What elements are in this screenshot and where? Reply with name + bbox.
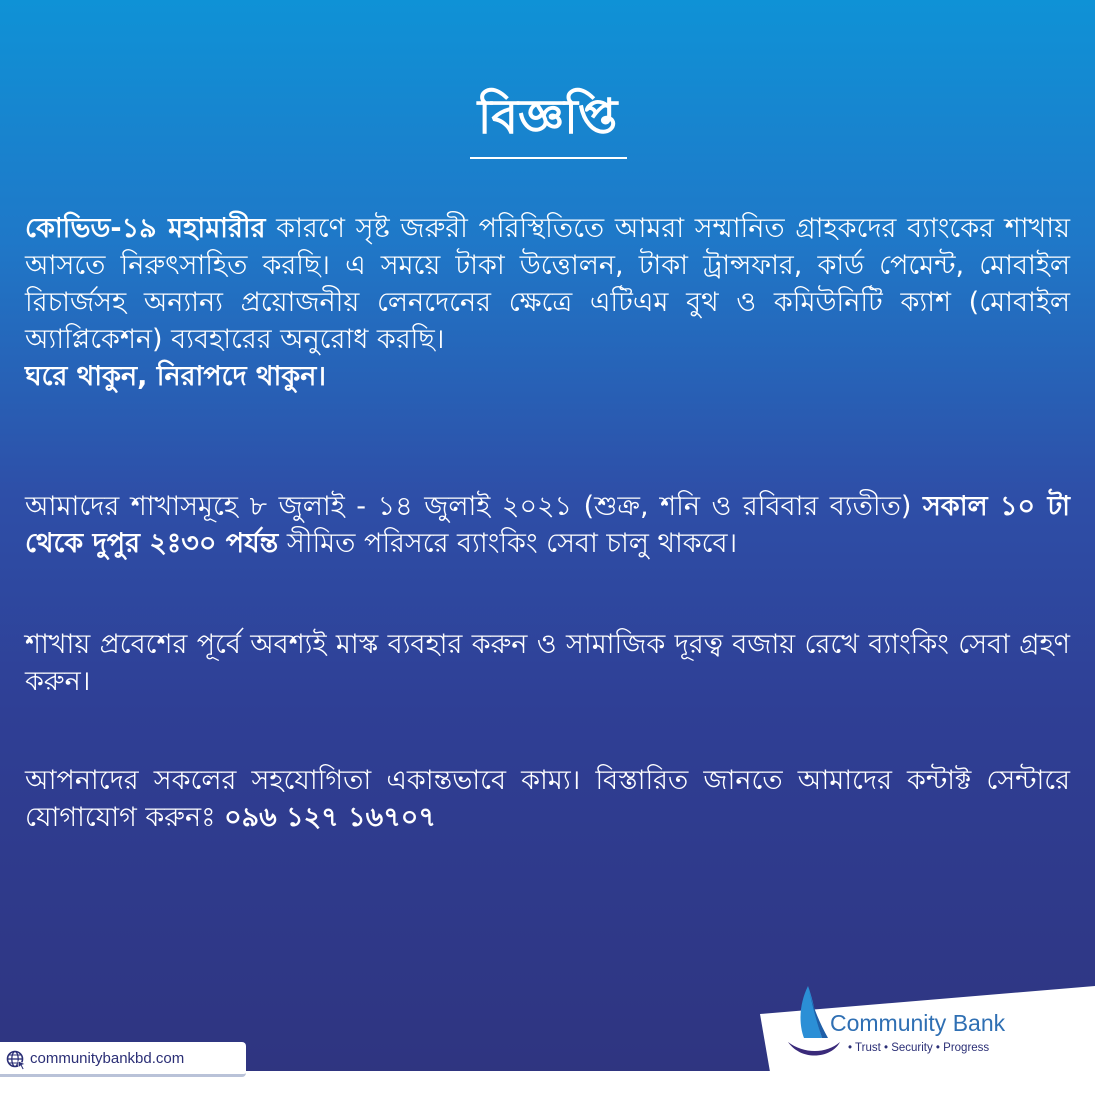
paragraph-contact (25, 762, 1070, 836)
website-badge[interactable] (0, 1042, 246, 1077)
globe-cursor-icon (6, 1050, 26, 1070)
paragraph-mask-advice (25, 626, 1070, 700)
website-url[interactable]: communitybankbd.com (30, 1050, 185, 1067)
contact-phone: ০৯৬ ১২৭ ১৬৭০৭ (224, 802, 436, 833)
paragraph-branch-hours (25, 488, 1070, 562)
paragraph-covid-notice (25, 210, 1070, 395)
covid-body: কারণে সৃষ্ট জরুরী পরিস্থিতিতে আমরা সম্মানিত গ্রাহকদের ব্যাংকের শাখায় আসতে নিরুৎসাহিত করছি। এ সময়ে টাকা উত্তোলন, টাকা ট্রান্সফার, কার্ড পেমেন্ট, মোবাইল রিচার্জসহ অন্যান্য প্রয়োজনীয় লেনদেনের ক্ষেত্রে এটিএম বুথ ও কমিউনিটি ক্যাশ (মোবাইল অ্যাপ্লিকেশন) ব্যবহারের অনুরোধ করছি। (25, 213, 1070, 355)
mask-advice-text: শাখায় প্রবেশের পূর্বে অবশ্যই মাস্ক ব্যবহার করুন ও সামাজিক দূরত্ব বজায় রেখে ব্যাংকিং সেবা গ্রহণ করুন। (25, 629, 1070, 697)
branch-hours-text (25, 488, 1070, 562)
brand-tagline: • Trust • Security • Progress (848, 1042, 990, 1054)
contact-body: আপনাদের সকলের সহযোগিতা একান্তভাবে কাম্য। বিস্তারিত জানতে আমাদের কন্টাক্ট সেন্টারে যোগাযোগ করুনঃ (25, 765, 1070, 833)
branch-hours-end: সীমিত পরিসরে ব্যাংকিং সেবা চালু থাকবে। (278, 528, 738, 559)
notice-title: বিজ্ঞপ্তি (477, 89, 618, 145)
brand-name: Community Bank (830, 1010, 1006, 1036)
title-underline (470, 157, 627, 159)
contact-text (25, 762, 1070, 836)
branch-hours-lead: আমাদের শাখাসমূহে ৮ জুলাই - ১৪ জুলাই ২০২১ (শুক্র, শনি ও রবিবার ব্যতীত) (25, 491, 923, 522)
covid-lead: কোভিড-১৯ মহামারীর (25, 213, 266, 244)
covid-text (25, 210, 1070, 358)
stay-home-slogan: ঘরে থাকুন, নিরাপদে থাকুন। (25, 361, 327, 392)
branch-hours-time: সকাল ১০ টা থেকে দুপুর ২ঃ৩০ পর্যন্ত (25, 491, 1070, 559)
brand-panel (760, 986, 1095, 1095)
